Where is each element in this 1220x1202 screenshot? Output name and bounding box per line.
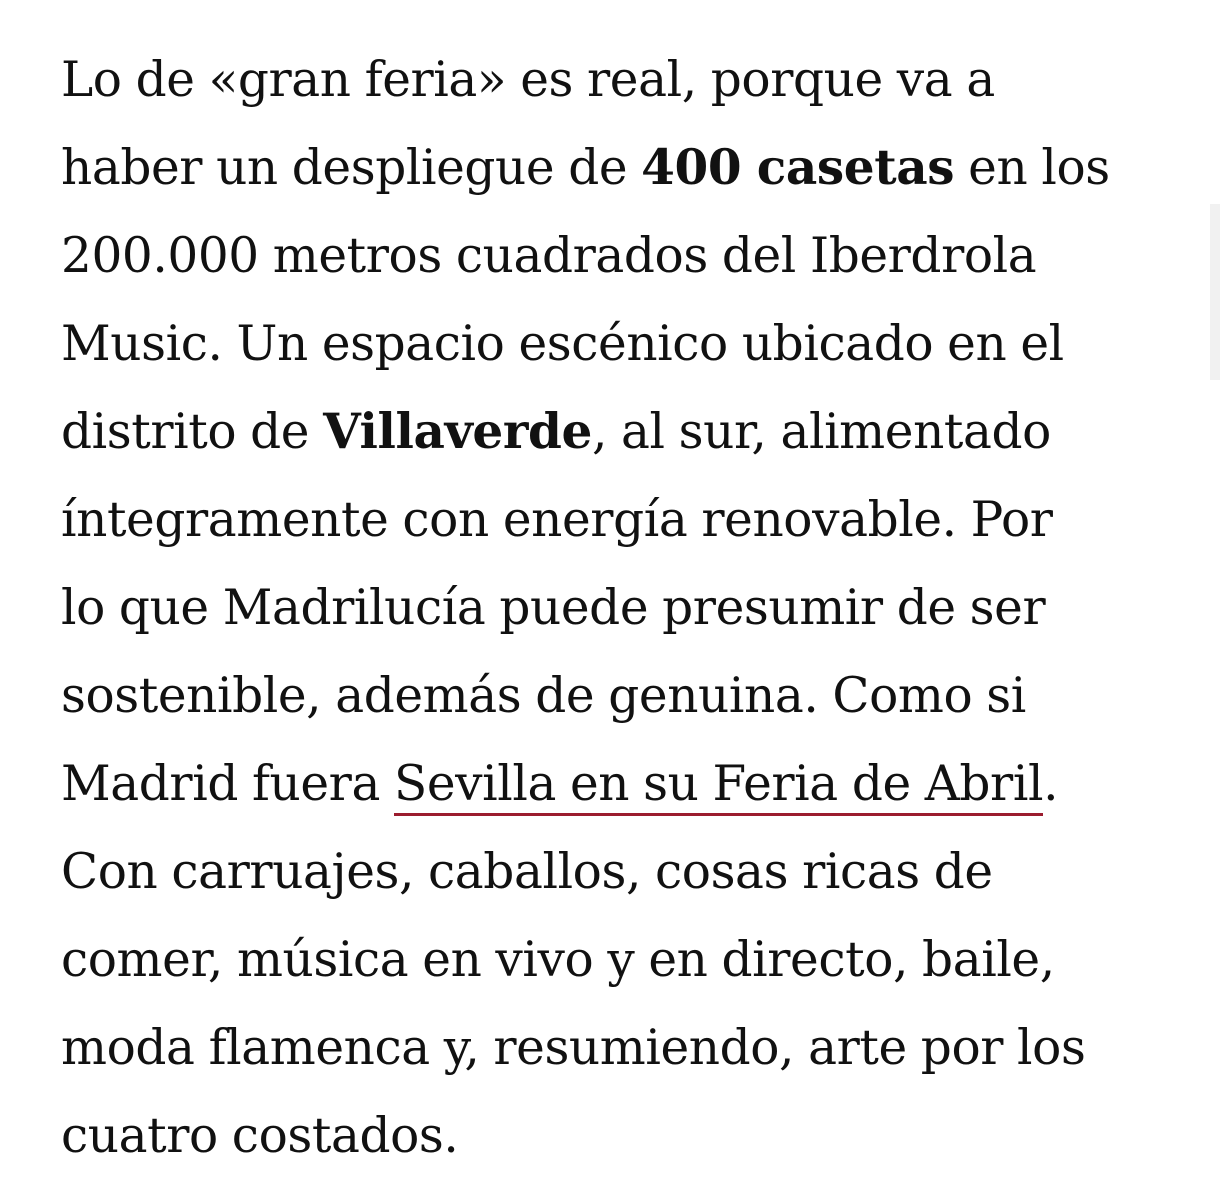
- article-body: [61, 36, 1171, 1180]
- text-span: en los: [954, 140, 1110, 196]
- text-line: Music. Un espacio escénico ubicado en el: [61, 316, 1064, 372]
- text-line: sostenible, además de genuina. Como si: [61, 668, 1026, 724]
- article-paragraph: [61, 36, 1171, 1180]
- text-line: comer, música en vivo y en directo, baile,: [61, 932, 1055, 988]
- text-line: íntegramente con energía renovable. Por: [61, 492, 1053, 548]
- text-span: Madrid fuera: [61, 756, 394, 812]
- feria-de-abril-link[interactable]: Sevilla en su Feria de Abril: [394, 756, 1043, 816]
- text-span: distrito de: [61, 404, 324, 460]
- text-line: [61, 740, 1171, 828]
- scrollbar[interactable]: [1210, 204, 1220, 380]
- text-span: haber un despliegue de: [61, 140, 642, 196]
- text-line: [61, 388, 1171, 476]
- text-line: Con carruajes, caballos, cosas ricas de: [61, 844, 993, 900]
- text-line: Lo de «gran feria» es real, porque va a: [61, 52, 995, 108]
- highlight-casetas: 400 casetas: [641, 139, 955, 196]
- text-line: cuatro costados.: [61, 1108, 459, 1164]
- text-span: , al sur, alimentado: [591, 404, 1051, 460]
- text-line: 200.000 metros cuadrados del Iberdrola: [61, 228, 1037, 284]
- text-line: moda flamenca y, resumiendo, arte por los: [61, 1020, 1086, 1076]
- text-line: [61, 124, 1171, 212]
- highlight-villaverde: Villaverde: [323, 403, 592, 460]
- text-span: .: [1043, 756, 1059, 812]
- text-line: lo que Madrilucía puede presumir de ser: [61, 580, 1046, 636]
